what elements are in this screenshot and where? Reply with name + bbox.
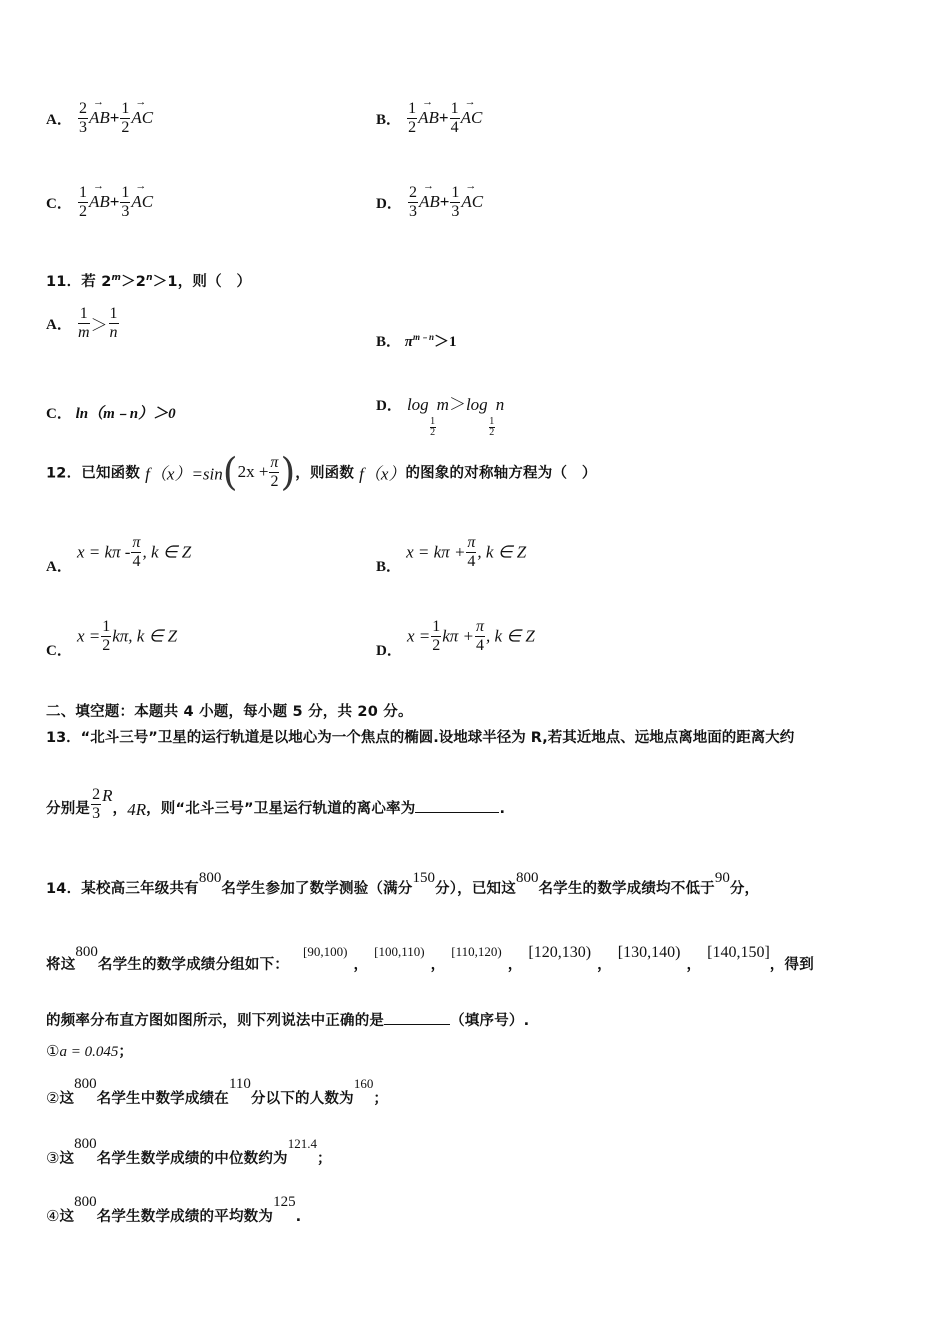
q12-option-b[interactable]: B． x = kπ + $\frac{\pi}{4}$ , k ∈ Z — [376, 534, 527, 575]
vector-ab: → AB — [418, 108, 439, 128]
q10-option-a[interactable]: A． $\frac{2}{3}$ → AB+ $\frac{1}{2}$ → AC — [46, 100, 153, 137]
option-label: B． — [376, 112, 402, 128]
answer-blank[interactable] — [384, 1010, 450, 1025]
option-label: C． — [46, 643, 72, 659]
q12-option-c[interactable]: C． x = $\frac{1}{2}$ kπ, k ∈ Z — [46, 618, 178, 659]
group-interval: [100,110) — [374, 944, 425, 959]
q13-line2: 分别是 $\frac{2}{3}$ R，4R，则“北斗三号”卫星运行轨道的离心率为 . — [46, 786, 506, 822]
q10-option-b[interactable]: B． $\frac{1}{2}$ → AB+ $\frac{1}{4}$ → AC — [376, 100, 482, 137]
group-interval: [90,100) — [303, 944, 348, 959]
option-label: D． — [376, 398, 402, 414]
answer-blank[interactable] — [415, 798, 499, 813]
q14-line1: 14．某校高三年级共有800名学生参加了数学测验（满分150分），已知这800名学生的数学成绩均不低于90分， — [46, 870, 760, 897]
vector-ac: → AC — [461, 108, 483, 128]
fraction: $\frac{2}{3}$ — [408, 184, 417, 220]
fraction: $\frac{1}{2}$ — [78, 184, 87, 220]
vector-ab: → AB — [419, 192, 440, 212]
fraction: $\frac{1}{3}$ — [451, 184, 460, 220]
option-label: A． — [46, 112, 72, 128]
fraction: $\frac{1}{4}$ — [450, 100, 459, 136]
q12-stem: 12．已知函数 f（x）=sin(2x + $\frac{\pi}{2}$ )，则函数 f（x）的图象的对称轴方程为（ ） — [46, 450, 597, 494]
option-label: C． — [46, 196, 72, 212]
q10-option-d[interactable]: D． $\frac{2}{3}$ → AB+ $\frac{1}{3}$ → AC — [376, 184, 483, 221]
option-label: A． — [46, 559, 72, 575]
q11-option-c[interactable]: C． ln（m﹣n）＞0 — [46, 406, 176, 422]
q13-line1: 13．“北斗三号”卫星的运行轨道是以地心为一个焦点的椭圆.设地球半径为 R,若其近地点、远地点离地面的距离大约 — [46, 730, 795, 746]
vector-ab: → AB — [89, 108, 110, 128]
q14-line3: 的频率分布直方图如图所示，则下列说法中正确的是 （填序号）. — [46, 1009, 529, 1030]
fraction: $\frac{1}{3}$ — [121, 184, 130, 220]
q14-statement-4: ④这800名学生数学成绩的平均数为125. — [46, 1194, 302, 1225]
fraction: $\frac{1}{2}$ — [408, 100, 417, 136]
group-interval: [140,150] — [707, 944, 770, 961]
vector-ab: → AB — [89, 192, 110, 212]
q14-line2: 将这800名学生的数学成绩分组如下：$^{[90,100)}$，$^{[100,110)}$，$^{[110,120)}$，[120,130)，[130,140)，[140,150]，得到 — [46, 944, 814, 973]
section-heading: 二、填空题：本题共 4 小题，每小题 5 分，共 20 分。 — [46, 704, 413, 720]
fraction: $\frac{2}{3}$ — [78, 100, 87, 136]
q14-statement-1: ①a = 0.045； — [46, 1042, 134, 1060]
q14-statement-2: ②这800名学生中数学成绩在110分以下的人数为$^{160}$； — [46, 1076, 389, 1107]
group-interval: [120,130) — [528, 944, 592, 961]
q11-option-b[interactable]: B． $\pi^{m﹣n}>1$ — [376, 332, 457, 350]
fraction: $\frac{1}{2}$ — [121, 100, 130, 136]
q10-option-c[interactable]: C． $\frac{1}{2}$ → AB+ $\frac{1}{3}$ → AC — [46, 184, 153, 221]
option-label: B． — [376, 559, 402, 575]
option-label: C． — [46, 406, 72, 422]
group-interval: [130,140) — [617, 944, 681, 961]
vector-ac: → AC — [131, 192, 153, 212]
group-interval: [110,120) — [451, 944, 502, 959]
option-label: D． — [376, 643, 402, 659]
q14-statement-3: ③这800名学生数学成绩的中位数约为$^{121.4}$； — [46, 1136, 332, 1167]
option-label: A． — [46, 317, 72, 333]
vector-ac: → AC — [131, 108, 153, 128]
option-label: D． — [376, 196, 402, 212]
vector-ac: → AC — [461, 192, 483, 212]
q12-option-d[interactable]: D． x = $\frac{1}{2}$ kπ + $\frac{\pi}{4}$ , k ∈ Z — [376, 618, 535, 659]
q12-option-a[interactable]: A． x = kπ - $\frac{\pi}{4}$ , k ∈ Z — [46, 534, 192, 575]
q11-option-d[interactable]: D． log $\frac{1}{2}$ m＞log $\frac{1}{2}$ n — [376, 395, 505, 438]
q11-stem: 11．若 $2^m>2^n>1$，则（ ） — [46, 273, 252, 290]
option-label: B． — [376, 334, 402, 350]
q11-option-a[interactable]: A． $\frac{1}{m}$ ＞ $\frac{1}{n}$ — [46, 305, 118, 341]
